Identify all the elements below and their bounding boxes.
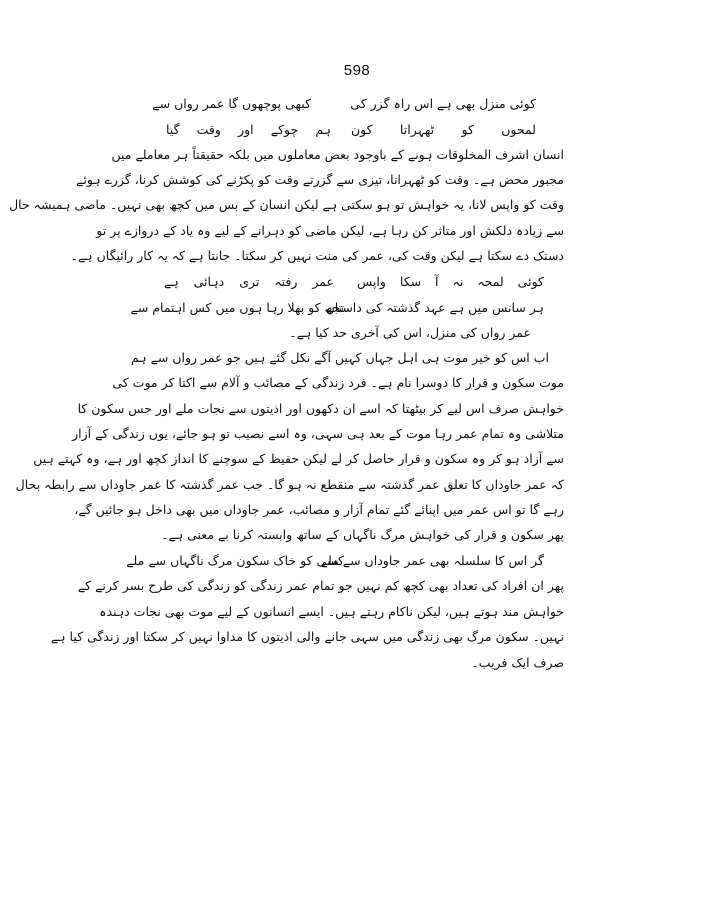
paragraph-line: خواہش صرف اس لیے کر بیٹھتا کہ اسے ان دکھوں اور اذیتوں سے نجات ملے اور جس سکون کا [77, 401, 564, 416]
paragraph-line: عمر رواں کی منزل، اس کی آخری حد کیا ہے۔ [289, 325, 531, 340]
paragraph-line: نہیں۔ سکون مرگ بھی زندگی میں سہی جانے والی اذیتوں کا مداوا نہیں کر سکتا اور زندگی کیا ہے [50, 629, 564, 644]
verse-first-hemistich: لمحوں کو ٹھہراتا کون [351, 122, 536, 137]
verse-second-hemistich: کسی کو خاک سکون مرگ ناگہاں سے ملے [126, 553, 344, 568]
verse-couplet [164, 272, 544, 292]
paragraph-line: موت سکون و قرار کا دوسرا نام ہے۔ فرد زندگی کے مصائب و آلام سے اکتا کر موت کی [112, 375, 564, 390]
paragraph-line: سے آزاد ہو کر وہ سکون و قرار حاصل کر لے لیکن حفیظ کے سوچنے کا انداز کچھ اور ہے، وہ کہتے ہیں [33, 451, 564, 466]
verse-second-hemistich: عمر رفتہ تری دہائی ہے [164, 274, 334, 289]
paragraph-line: متلاشی وہ تمام عمر رہا موت کے بعد ہی سہی، وہ اسے نصیب تو ہو جائے، یوں زندگی کے آزار [72, 426, 564, 441]
verse-first-hemistich: کوئی منزل بھی ہے اس راہ گزر کی [350, 96, 536, 111]
verse-couplet [166, 120, 536, 140]
verse-second-hemistich: ہم چوکے اور وقت گیا [166, 122, 331, 137]
verse-couplet [152, 94, 536, 114]
verse-second-hemistich: تجھ کو بھلا رہا ہوں میں کس اہتمام سے [130, 300, 344, 315]
verse-couplet [126, 551, 544, 571]
paragraph-line: وقت کو واپس لانا، یہ خواہش تو ہو سکتی ہے لیکن انسان کے بس میں کچھ بھی نہیں۔ ماضی ہمیشہ حال [9, 197, 564, 212]
verse-first-hemistich: گر اس کا سلسلہ بھی عمر جاوداں سے ملے [320, 553, 544, 568]
verse-couplet [130, 298, 544, 318]
verse-first-hemistich: کوئی لمحہ نہ آ سکا واپس [357, 274, 544, 289]
paragraph-line: کہ عمر جاوداں کا تعلق عمر گذشتہ سے منقطع نہ ہو گا۔ جب عمر گذشتہ کا عمر جاوداں سے رابطہ بحال [15, 477, 564, 492]
paragraph-line: سے زیادہ دلکش اور متاثر کن رہا ہے، لیکن ماضی کو دہرانے کے لیے وہ یاد کے دروازے پر تو [96, 223, 564, 238]
paragraph-line: رہے گا تو اس عمر میں اپنائے گئے تمام آزار و مصائب، عمر جاوداں میں بھی داخل ہو جائیں گے، [74, 502, 564, 517]
paragraph-line: خواہش مند ہوتے ہیں، لیکن ناکام رہتے ہیں۔ ایسے انسانوں کے لیے موت بھی نجات دہندہ [99, 604, 564, 619]
paragraph-line: پھر سکون و قرار کی خواہش مرگ ناگہاں کے ساتھ وابستہ کرنا بے معنی ہے۔ [161, 527, 564, 542]
paragraph-line: صرف ایک فریب۔ [471, 655, 564, 670]
verse-first-hemistich: ہر سانس میں ہے عہد گذشتہ کی داستاں [325, 300, 544, 315]
paragraph-line: اب اس کو خیر موت ہی اہل جہاں کہیں آگے نکل گئے ہیں جو عمر رواں سے ہم [130, 350, 549, 365]
page-number: 598 [343, 62, 371, 79]
paragraph-line: مجبور محض ہے۔ وقت کو ٹھہرانا، تیزی سے گزرتے وقت کو پکڑنے کی کوشش کرنا، گزرے ہوئے [76, 172, 564, 187]
paragraph-line: دستک دے سکتا ہے لیکن وقت کی، عمر کی منت نہیں کر سکتا۔ جانتا ہے کہ یہ کار رائیگاں ہے۔ [70, 248, 564, 263]
paragraph-line: پھر ان افراد کی تعداد بھی کچھ کم نہیں جو تمام عمر زندگی کو زندگی کی طرح بسر کرنے کے [77, 578, 564, 593]
paragraph-line: انسان اشرف المخلوقات ہونے کے باوجود بعض معاملوں میں بلکہ حقیقتاً ہر معاملے میں [111, 147, 564, 162]
verse-second-hemistich: کبھی پوچھوں گا عمر رواں سے [152, 96, 311, 111]
